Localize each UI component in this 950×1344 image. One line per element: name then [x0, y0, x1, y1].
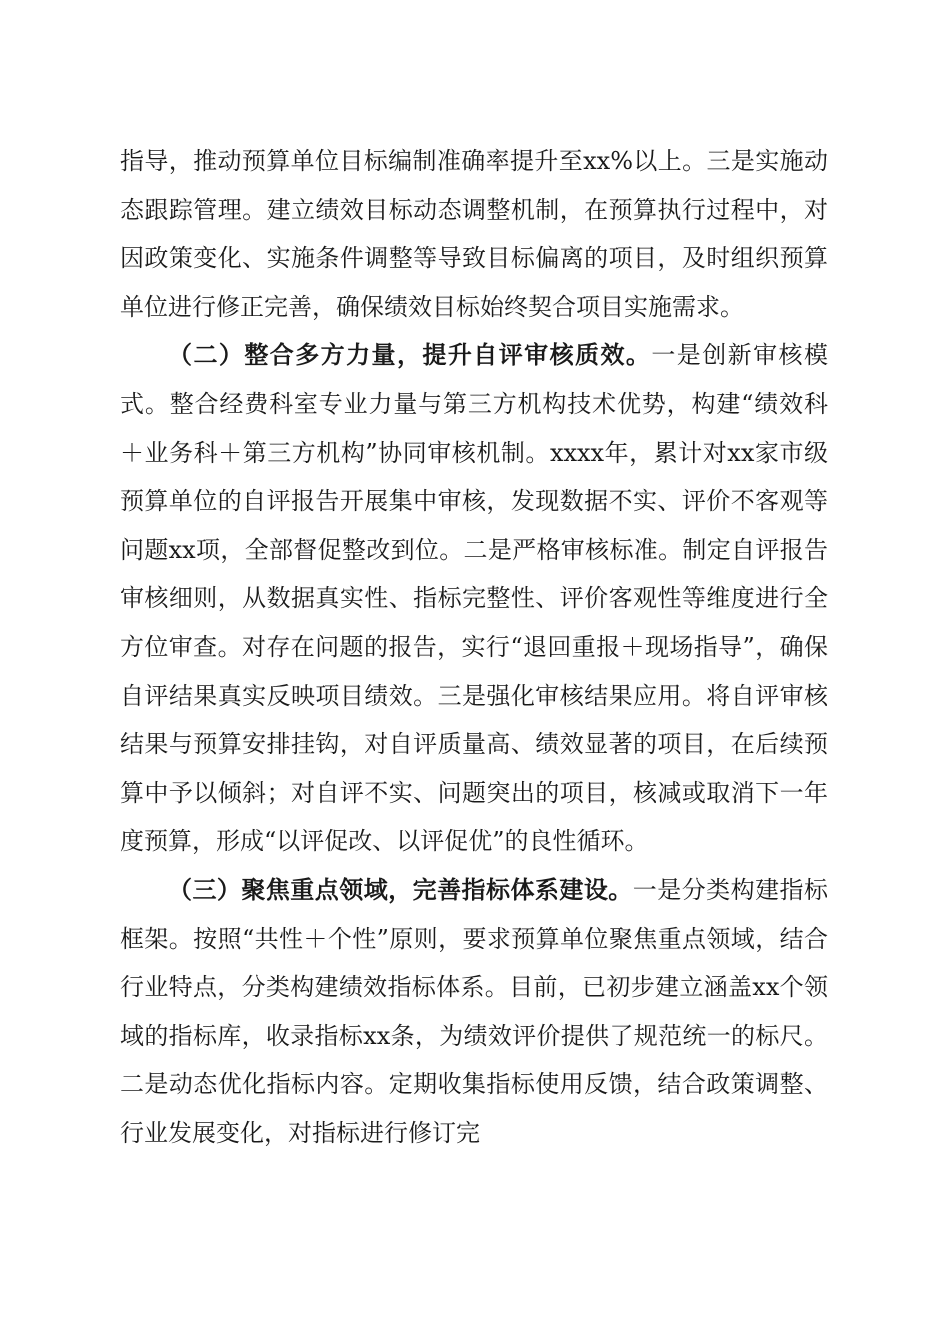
- document-body: [120, 137, 828, 1157]
- paragraph-section-2: [120, 331, 828, 866]
- paragraph-text: 一是创新审核模式。整合经费科室专业力量与第三方机构技术优势，构建“绩效科＋业务科＋第三方机构”协同审核机制。xxxx年，累计对xx家市级预算单位的自评报告开展集中审核，发现数据不实、评价不客观等问题xx项，全部督促整改到位。二是严格审核标准。制定自评报告审核细则，从数据真实性、指标完整性、评价客观性等维度进行全方位审查。对存在问题的报告，实行“退回重报＋现场指导”，确保自评结果真实反映项目绩效。三是强化审核结果应用。将自评审核结果与预算安排挂钩，对自评质量高、绩效显著的项目，在后续预算中予以倾斜；对自评不实、问题突出的项目，核减或取消下一年度预算，形成“以评促改、以评促优”的良性循环。: [120, 341, 828, 856]
- section-heading: （三）聚焦重点领域，完善指标体系建设。: [168, 874, 633, 904]
- paragraph-section-3: [120, 866, 828, 1158]
- paragraph-text: 指导，推动预算单位目标编制准确率提升至xx%以上。三是实施动态跟踪管理。建立绩效目标动态调整机制，在预算执行过程中，对因政策变化、实施条件调整等导致目标偏离的项目，及时组织预算单位进行修正完善，确保绩效目标始终契合项目实施需求。: [120, 147, 828, 321]
- section-heading: （二）整合多方力量，提升自评审核质效。: [168, 340, 652, 370]
- paragraph-continuation: [120, 137, 828, 331]
- paragraph-text: 一是分类构建指标框架。按照“共性＋个性”原则，要求预算单位聚焦重点领域，结合行业特点，分类构建绩效指标体系。目前，已初步建立涵盖xx个领域的指标库，收录指标xx条，为绩效评价提供了规范统一的标尺。二是动态优化指标内容。定期收集指标使用反馈，结合政策调整、行业发展变化，对指标进行修订完: [120, 875, 829, 1147]
